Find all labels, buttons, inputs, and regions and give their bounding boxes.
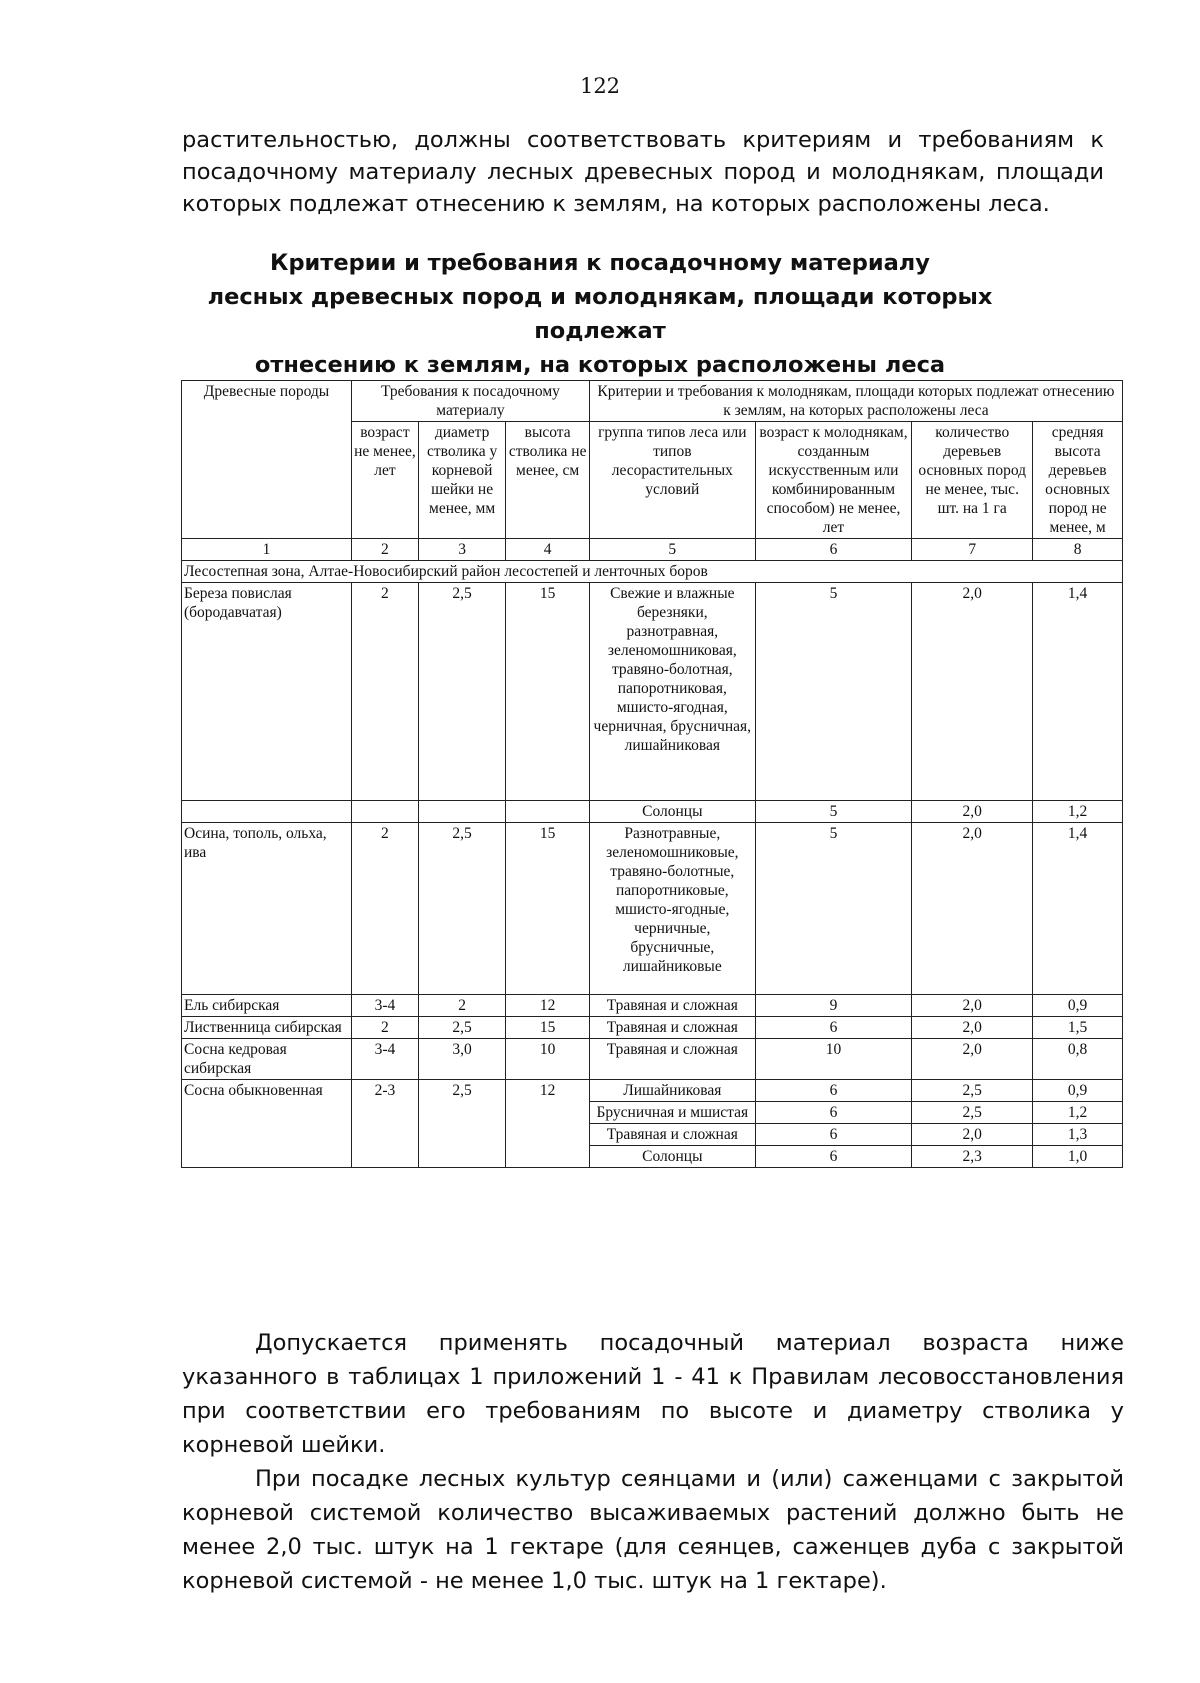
column-number-row (182, 539, 1123, 561)
empty-cell (506, 801, 589, 823)
zone-label: Лесостепная зона, Алтае-Новосибирский район лесостепей и ленточных боров (182, 561, 1123, 583)
forest-type-cell: Травяная и сложная (589, 1124, 755, 1146)
young-age-cell: 6 (755, 1017, 911, 1039)
species-cell: Береза повислая (бородавчатая) (182, 583, 352, 801)
avg-height-cell: 1,5 (1033, 1017, 1123, 1039)
header-avg-height: средняя высота деревьев основных пород не менее, м (1033, 422, 1123, 539)
diameter-cell: 2,5 (418, 583, 506, 801)
avg-height-cell: 0,9 (1033, 995, 1123, 1017)
title-line: Критерии и требования к посадочному материалу (270, 250, 930, 276)
empty-cell (418, 801, 506, 823)
forest-type-cell: Травяная и сложная (589, 1017, 755, 1039)
column-number: 5 (589, 539, 755, 561)
age-cell: 3-4 (352, 995, 419, 1017)
height-cell: 12 (506, 995, 589, 1017)
young-age-cell: 5 (755, 801, 911, 823)
column-number: 3 (418, 539, 506, 561)
table-row (182, 801, 1123, 823)
diameter-cell: 2,5 (418, 823, 506, 995)
header-young-group: Критерии и требования к молоднякам, площади которых подлежат отнесению к землям, на которых расположены леса (589, 381, 1122, 422)
tree-count-cell: 2,0 (912, 1017, 1033, 1039)
species-cell: Осина, тополь, ольха, ива (182, 823, 352, 995)
tree-count-cell: 2,3 (912, 1146, 1033, 1168)
tree-count-cell: 2,0 (912, 583, 1033, 801)
avg-height-cell: 1,0 (1033, 1146, 1123, 1168)
table-row (182, 1039, 1123, 1080)
page-number: 122 (579, 74, 621, 98)
avg-height-cell: 1,2 (1033, 1102, 1123, 1124)
forest-type-cell: Лишайниковая (589, 1080, 755, 1102)
species-cell: Ель сибирская (182, 995, 352, 1017)
height-cell: 15 (506, 583, 589, 801)
body-paragraph: При посадке лесных культур сеянцами и (или) саженцами с закрытой корневой системой количество высаживаемых растений должно быть не менее 2,0 тыс. штук на 1 гектаре (для сеянцев, саженцев дуба с закрытой корневой системой - не менее 1,0 тыс. штук на 1 гектаре). (182, 1466, 1124, 1594)
diameter-cell: 2,5 (418, 1080, 506, 1168)
avg-height-cell: 1,4 (1033, 823, 1123, 995)
diameter-cell: 2 (418, 995, 506, 1017)
avg-height-cell: 1,4 (1033, 583, 1123, 801)
young-age-cell: 6 (755, 1146, 911, 1168)
forest-type-cell: Свежие и влажные березняки, разнотравная, зеленомошниковая, травяно-болотная, папоротниковая, мшисто-ягодная, черничная, брусничная, лишайниковая (589, 583, 755, 801)
column-number: 6 (755, 539, 911, 561)
tree-count-cell: 2,0 (912, 801, 1033, 823)
height-cell: 15 (506, 823, 589, 995)
header-tree-count: количество деревьев основных пород не менее, тыс. шт. на 1 га (912, 422, 1033, 539)
title-line: отнесению к землям, на которых расположены леса (254, 352, 946, 378)
forest-type-cell: Травяная и сложная (589, 995, 755, 1017)
column-number: 1 (182, 539, 352, 561)
table-row (182, 583, 1123, 801)
young-age-cell: 5 (755, 583, 911, 801)
column-number: 2 (352, 539, 419, 561)
body-paragraph: Допускается применять посадочный материал возраста ниже указанного в таблицах 1 приложений 1 - 41 к Правилам лесовосстановления при соответствии его требованиям по высоте и диаметру стволика у корневой шейки. (182, 1330, 1124, 1458)
column-number: 7 (912, 539, 1033, 561)
young-age-cell: 6 (755, 1102, 911, 1124)
tree-count-cell: 2,0 (912, 1039, 1033, 1080)
header-age: возраст не менее, лет (352, 422, 419, 539)
table-title (150, 246, 1050, 382)
header-species: Древесные породы (182, 381, 352, 539)
header-height: высота стволика не менее, см (506, 422, 589, 539)
forest-type-cell: Брусничная и мшистая (589, 1102, 755, 1124)
forest-type-cell: Солонцы (589, 801, 755, 823)
forest-type-cell: Солонцы (589, 1146, 755, 1168)
species-cell: Лиственница сибирская (182, 1017, 352, 1039)
age-cell: 2 (352, 583, 419, 801)
height-cell: 15 (506, 1017, 589, 1039)
empty-cell (352, 801, 419, 823)
avg-height-cell: 1,3 (1033, 1124, 1123, 1146)
avg-height-cell: 1,2 (1033, 801, 1123, 823)
age-cell: 2-3 (352, 1080, 419, 1168)
forest-type-cell: Разнотравные, зеленомошниковые, травяно-болотные, папоротниковые, мшисто-ягодные, черничные, брусничные, лишайниковые (589, 823, 755, 995)
table-header-row (182, 381, 1123, 422)
column-number: 4 (506, 539, 589, 561)
tree-count-cell: 2,5 (912, 1080, 1033, 1102)
diameter-cell: 3,0 (418, 1039, 506, 1080)
height-cell: 12 (506, 1080, 589, 1168)
age-cell: 3-4 (352, 1039, 419, 1080)
young-age-cell: 6 (755, 1080, 911, 1102)
young-age-cell: 10 (755, 1039, 911, 1080)
column-number: 8 (1033, 539, 1123, 561)
height-cell: 10 (506, 1039, 589, 1080)
young-age-cell: 9 (755, 995, 911, 1017)
header-diameter: диаметр стволика у корневой шейки не менее, мм (418, 422, 506, 539)
age-cell: 2 (352, 1017, 419, 1039)
header-forest-type: группа типов леса или типов лесорастительных условий (589, 422, 755, 539)
table-row (182, 1080, 1123, 1102)
age-cell: 2 (352, 823, 419, 995)
avg-height-cell: 0,8 (1033, 1039, 1123, 1080)
empty-cell (182, 801, 352, 823)
zone-row (182, 561, 1123, 583)
tree-count-cell: 2,0 (912, 1124, 1033, 1146)
intro-paragraph: растительностью, должны соответствовать критериям и требованиям к посадочному материалу лесных древесных пород и молоднякам, площади которых подлежат отнесению к землям, на которых расположены леса. (182, 127, 1104, 217)
forest-type-cell: Травяная и сложная (589, 1039, 755, 1080)
young-age-cell: 5 (755, 823, 911, 995)
table-row (182, 1017, 1123, 1039)
diameter-cell: 2,5 (418, 1017, 506, 1039)
criteria-table (181, 380, 1123, 1168)
species-cell: Сосна кедровая сибирская (182, 1039, 352, 1080)
tree-count-cell: 2,5 (912, 1102, 1033, 1124)
avg-height-cell: 0,9 (1033, 1080, 1123, 1102)
young-age-cell: 6 (755, 1124, 911, 1146)
header-material-group: Требования к посадочному материалу (352, 381, 590, 422)
header-young-age: возраст к молоднякам, созданным искусственным или комбинированным способом) не менее, лет (755, 422, 911, 539)
species-cell: Сосна обыкновенная (182, 1080, 352, 1168)
tree-count-cell: 2,0 (912, 995, 1033, 1017)
table-row (182, 823, 1123, 995)
tree-count-cell: 2,0 (912, 823, 1033, 995)
title-line: лесных древесных пород и молоднякам, площади которых подлежат (207, 284, 993, 344)
table-row (182, 995, 1123, 1017)
